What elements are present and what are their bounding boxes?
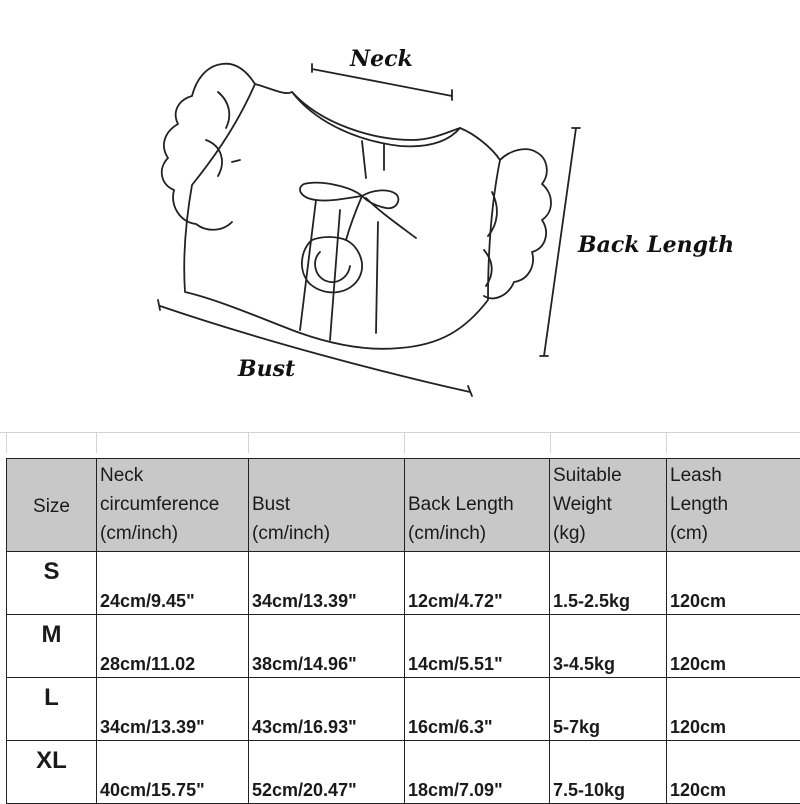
harness-body-outline xyxy=(184,84,500,349)
neck-label: Neck xyxy=(349,46,413,72)
weight-cell: 5-7kg xyxy=(550,678,667,741)
leash-cell: 120cm xyxy=(667,552,800,615)
table-row xyxy=(7,615,800,678)
size-cell: M xyxy=(7,615,97,678)
header-leash-length: Leash Length (cm) xyxy=(667,459,800,552)
size-cell: L xyxy=(7,678,97,741)
bust-cell: 34cm/13.39" xyxy=(249,552,405,615)
bust-cell: 52cm/20.47" xyxy=(249,741,405,804)
size-chart-table xyxy=(6,458,800,804)
back-length-cell: 18cm/7.09" xyxy=(405,741,550,804)
header-back-length: Back Length (cm/inch) xyxy=(405,459,550,552)
bow xyxy=(300,183,416,240)
header-bust: Bust (cm/inch) xyxy=(249,459,405,552)
table-header-row xyxy=(7,459,800,552)
neck-cell: 24cm/9.45" xyxy=(97,552,249,615)
spreadsheet-column-ruler xyxy=(0,432,800,459)
size-cell: S xyxy=(7,552,97,615)
bust-measure-line xyxy=(158,300,472,396)
back-length-cell: 16cm/6.3" xyxy=(405,678,550,741)
header-size: Size xyxy=(7,459,97,552)
weight-cell: 3-4.5kg xyxy=(550,615,667,678)
bust-label: Bust xyxy=(237,356,295,382)
leash-cell: 120cm xyxy=(667,741,800,804)
table-row xyxy=(7,678,800,741)
bust-cell: 38cm/14.96" xyxy=(249,615,405,678)
back-length-cell: 12cm/4.72" xyxy=(405,552,550,615)
leash-cell: 120cm xyxy=(667,615,800,678)
back-length-label: Back Length xyxy=(577,232,734,258)
leash-cell: 120cm xyxy=(667,678,800,741)
left-ruffle xyxy=(162,64,255,230)
neck-cell: 34cm/13.39" xyxy=(97,678,249,741)
size-cell: XL xyxy=(7,741,97,804)
weight-cell: 1.5-2.5kg xyxy=(550,552,667,615)
header-suitable-weight: Suitable Weight (kg) xyxy=(550,459,667,552)
neck-cell: 28cm/11.02 xyxy=(97,615,249,678)
weight-cell: 7.5-10kg xyxy=(550,741,667,804)
bust-cell: 43cm/16.93" xyxy=(249,678,405,741)
table-row xyxy=(7,741,800,804)
back-length-cell: 14cm/5.51" xyxy=(405,615,550,678)
header-neck: Neck circumference (cm/inch) xyxy=(97,459,249,552)
right-ruffle xyxy=(484,149,551,298)
neck-cell: 40cm/15.75" xyxy=(97,741,249,804)
table-row xyxy=(7,552,800,615)
